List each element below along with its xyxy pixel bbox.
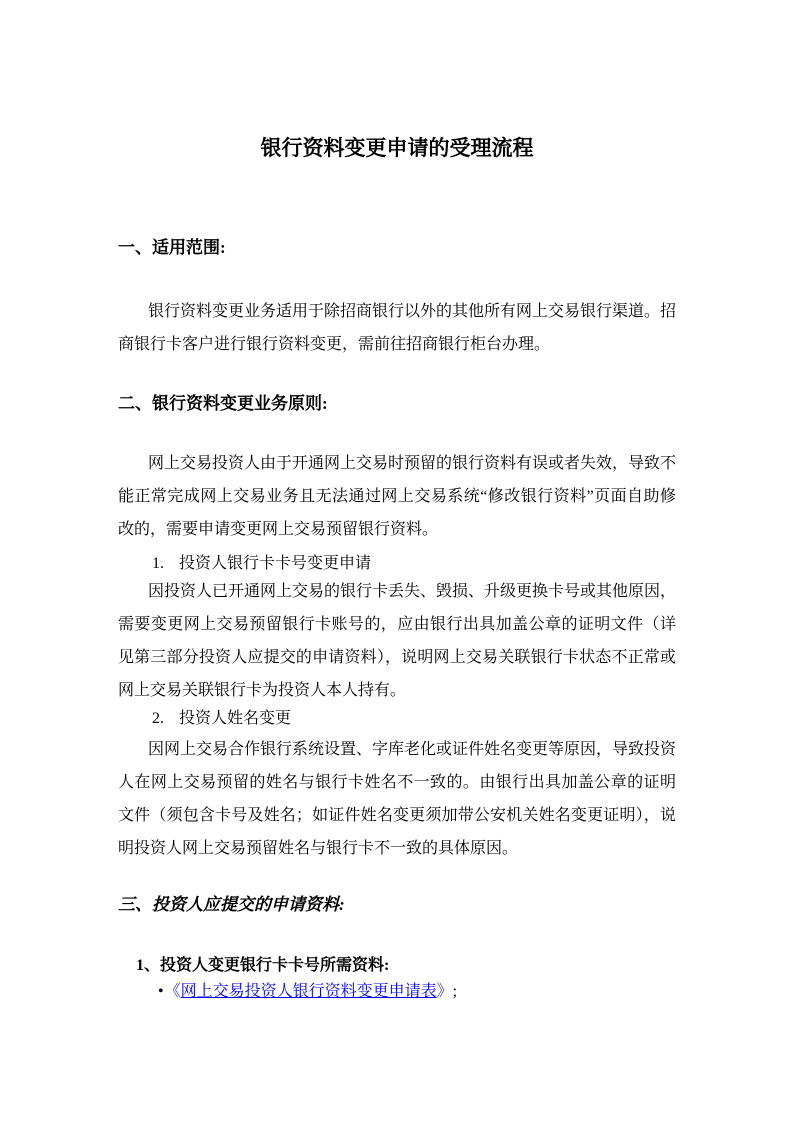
- bullet-item-application-form: [158, 980, 457, 1003]
- close-book-bracket: 》: [436, 983, 453, 1000]
- paragraph-principles-intro: 网上交易投资人由于开通网上交易时预留的银行资料有误或者失效，导致不能正常完成网上交易业务且无法通过网上交易系统“修改银行资料”页面自助修改的，需要申请变更网上交易预留银行资料。: [118, 455, 677, 538]
- section-heading-required-materials: 三、投资人应提交的申请资料:: [118, 895, 345, 914]
- sub-heading-card-change-materials: 1、投资人变更银行卡卡号所需资料:: [136, 957, 390, 974]
- bank-info-change-form-link[interactable]: 网上交易投资人银行资料变更申请表: [180, 983, 437, 1000]
- list-item-number: 1.: [152, 555, 164, 572]
- section-heading-principles: 二、银行资料变更业务原则:: [118, 394, 328, 413]
- paragraph-card-number-change: 因投资人已开通网上交易的银行卡丢失、毁损、升级更换卡号或其他原因，需要变更网上交易预留银行卡账号的，应由银行出具加盖公章的证明文件（详见第三部分投资人应提交的申请资料），说明网上交易关联银行卡状态不正常或网上交易关联银行卡为投资人本人持有。: [118, 583, 677, 699]
- open-book-bracket: 《: [164, 983, 181, 1000]
- section-heading-scope: 一、适用范围:: [118, 238, 226, 257]
- paragraph-name-change: 因网上交易合作银行系统设置、字库老化或证件姓名变更等原因，导致投资人在网上交易预留的姓名与银行卡姓名不一致的。由银行出具加盖公章的证明文件（须包含卡号及姓名；如证件姓名变更须加带公安机关姓名变更证明），说明投资人网上交易预留姓名与银行卡不一致的具体原因。: [118, 741, 677, 857]
- page-title: 银行资料变更申请的受理流程: [260, 136, 534, 160]
- list-item-title: 投资人银行卡卡号变更申请: [179, 555, 372, 572]
- paragraph-scope: 银行资料变更业务适用于除招商银行以外的其他所有网上交易银行渠道。招商银行卡客户进行银行资料变更，需前往招商银行柜台办理。: [118, 303, 677, 353]
- list-item-name-change: [152, 702, 291, 735]
- bullet-marker: •: [158, 983, 164, 1000]
- bullet-suffix: ;: [452, 983, 458, 1000]
- list-item-number: 2.: [152, 710, 164, 727]
- list-item-title: 投资人姓名变更: [179, 710, 292, 727]
